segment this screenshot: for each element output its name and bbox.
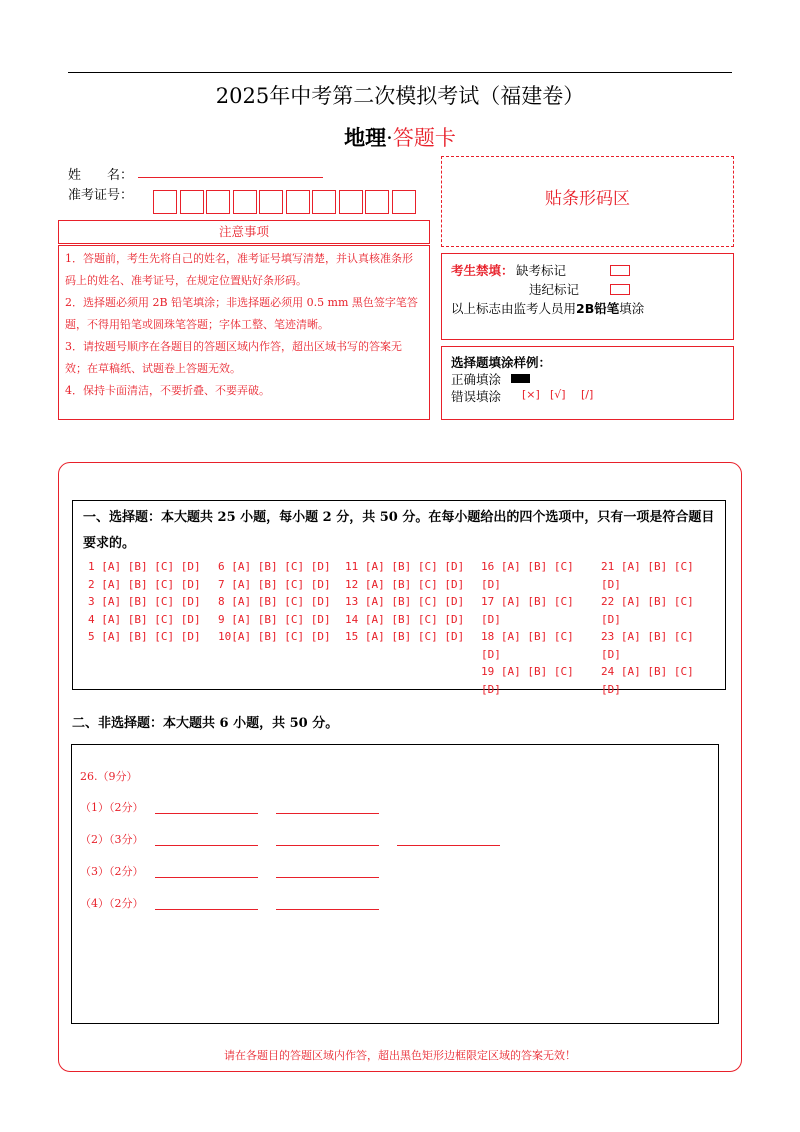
exam-id-digit-box[interactable]: [206, 190, 230, 214]
prohibit-box: [441, 253, 734, 340]
question-26-label: 26.（9分）: [80, 770, 138, 783]
choice-question[interactable]: 17 [A] [B] [C] [D]: [481, 595, 574, 626]
question-part-label: （2）（3分）: [80, 833, 144, 846]
wrong-fill-sample: [√]: [550, 388, 566, 401]
prohibit-note-b: 2B铅笔: [576, 301, 620, 316]
prohibit-note-c: 填涂: [619, 301, 645, 316]
name-label: 姓 名：: [68, 168, 134, 183]
choice-question[interactable]: 2 [A] [B] [C] [D]: [88, 577, 201, 591]
answer-blank[interactable]: [155, 877, 258, 878]
choice-question[interactable]: 13 [A] [B] [C] [D]: [345, 595, 465, 608]
question-part-label: （1）（2分）: [80, 801, 144, 814]
barcode-area: [441, 156, 734, 247]
answer-blank[interactable]: [276, 909, 379, 910]
wrong-fill-sample: [×]: [522, 388, 540, 401]
absent-mark-box[interactable]: [610, 265, 630, 276]
choice-question[interactable]: 9 [A] [B] [C] [D]: [218, 612, 331, 626]
top-rule: [68, 72, 732, 73]
choice-question[interactable]: 15 [A] [B] [C] [D]: [345, 630, 465, 643]
exam-id-digit-box[interactable]: [365, 190, 389, 214]
choice-question[interactable]: 22 [A] [B] [C] [D]: [601, 595, 694, 626]
notice-item: 3．请按题号顺序在各题目的答题区域内作答，超出区域书写的答案无效；在草稿纸、试题卷上答题无效。: [65, 340, 402, 375]
correct-fill-sample: [511, 374, 530, 383]
violation-mark-box[interactable]: [610, 284, 630, 295]
prohibit-label: 考生禁填：: [451, 263, 514, 278]
question-part-label: （4）（2分）: [80, 897, 144, 910]
notice-item: 1．答题前，考生先将自己的姓名，准考证号填写清楚，并认真核准条形码上的姓名、准考证号，在规定位置贴好条形码。: [65, 252, 413, 287]
barcode-label: 贴条形码区: [545, 189, 630, 209]
fill-sample-box: [441, 346, 734, 420]
page-subtitle: [0, 122, 800, 152]
answer-blank[interactable]: [155, 845, 258, 846]
correct-fill-label: 正确填涂: [451, 372, 502, 387]
answer-blank[interactable]: [276, 845, 379, 846]
footer-warning: 请在各题目的答题区域内作答，超出黑色矩形边框限定区域的答案无效！: [224, 1049, 576, 1062]
answer-blank[interactable]: [155, 813, 258, 814]
nonchoice-section: [71, 744, 719, 1024]
fill-sample-title: 选择题填涂样例：: [451, 355, 552, 370]
choice-question[interactable]: 5 [A] [B] [C] [D]: [88, 630, 201, 643]
exam-id-label: 准考证号：: [68, 188, 134, 203]
notice-item: 4．保持卡面清洁，不要折叠、不要弄破。: [65, 384, 270, 397]
exam-id-digit-box[interactable]: [339, 190, 363, 214]
exam-id-digit-box[interactable]: [180, 190, 204, 214]
notice-box: [58, 245, 430, 420]
prohibit-note: [451, 299, 644, 317]
violation-mark-label: 违纪标记: [529, 282, 580, 297]
nonchoice-section-title: 二、非选择题：本大题共 6 小题，共 50 分。: [72, 716, 339, 731]
question-part-label: （3）（2分）: [80, 865, 144, 878]
notice-item: 2．选择题必须用 2B 铅笔填涂；非选择题必须用 0.5 mm 黑色签字笔答题，不得用铅笔或圆珠笔答题；字体工整、笔迹清晰。: [65, 296, 418, 331]
exam-id-digit-box[interactable]: [312, 190, 336, 214]
wrong-fill-sample: [/]: [581, 388, 594, 401]
choice-question[interactable]: 18 [A] [B] [C] [D]: [481, 630, 574, 661]
choice-question[interactable]: 11 [A] [B] [C] [D]: [345, 560, 465, 573]
absent-mark-label: 缺考标记: [516, 263, 567, 278]
subject-label: 地理: [344, 125, 387, 150]
prohibit-note-a: 以上标志由监考人员用: [451, 301, 577, 316]
choice-question[interactable]: 14 [A] [B] [C] [D]: [345, 612, 465, 626]
answer-card-label: 答题卡: [392, 126, 456, 150]
exam-id-digit-box[interactable]: [259, 190, 283, 214]
choice-question[interactable]: 7 [A] [B] [C] [D]: [218, 577, 331, 591]
answer-blank[interactable]: [155, 909, 258, 910]
choice-question[interactable]: 4 [A] [B] [C] [D]: [88, 612, 201, 626]
exam-id-digit-box[interactable]: [286, 190, 310, 214]
choice-question[interactable]: 16 [A] [B] [C] [D]: [481, 560, 574, 591]
choice-question[interactable]: 21 [A] [B] [C] [D]: [601, 560, 694, 591]
subtitle-separator: ·: [386, 126, 393, 150]
exam-id-digit-box[interactable]: [392, 190, 416, 214]
name-field[interactable]: [138, 177, 323, 178]
exam-id-digit-box[interactable]: [233, 190, 257, 214]
choice-question[interactable]: 12 [A] [B] [C] [D]: [345, 577, 465, 591]
notice-title: 注意事项: [58, 220, 430, 244]
answer-blank[interactable]: [397, 845, 500, 846]
answer-blank[interactable]: [276, 813, 379, 814]
choice-question[interactable]: 6 [A] [B] [C] [D]: [218, 560, 331, 573]
choice-question[interactable]: 1 [A] [B] [C] [D]: [88, 560, 201, 573]
choice-question[interactable]: 3 [A] [B] [C] [D]: [88, 595, 201, 608]
choice-question[interactable]: 23 [A] [B] [C] [D]: [601, 630, 694, 661]
choice-question[interactable]: 8 [A] [B] [C] [D]: [218, 595, 331, 608]
choice-question[interactable]: 19 [A] [B] [C] [D]: [481, 665, 574, 696]
exam-id-digit-box[interactable]: [153, 190, 177, 214]
page-title: 2025年中考第二次模拟考试（福建卷）: [215, 84, 585, 108]
wrong-fill-label: 错误填涂: [451, 389, 502, 404]
choice-question[interactable]: 24 [A] [B] [C] [D]: [601, 665, 694, 696]
answer-blank[interactable]: [276, 877, 379, 878]
choice-question[interactable]: 10[A] [B] [C] [D]: [218, 630, 331, 643]
choice-section-title: 一、选择题：本大题共 25 小题，每小题 2 分，共 50 分。在每小题给出的四个选项中，只有一项是符合题目要求的。: [83, 510, 715, 551]
